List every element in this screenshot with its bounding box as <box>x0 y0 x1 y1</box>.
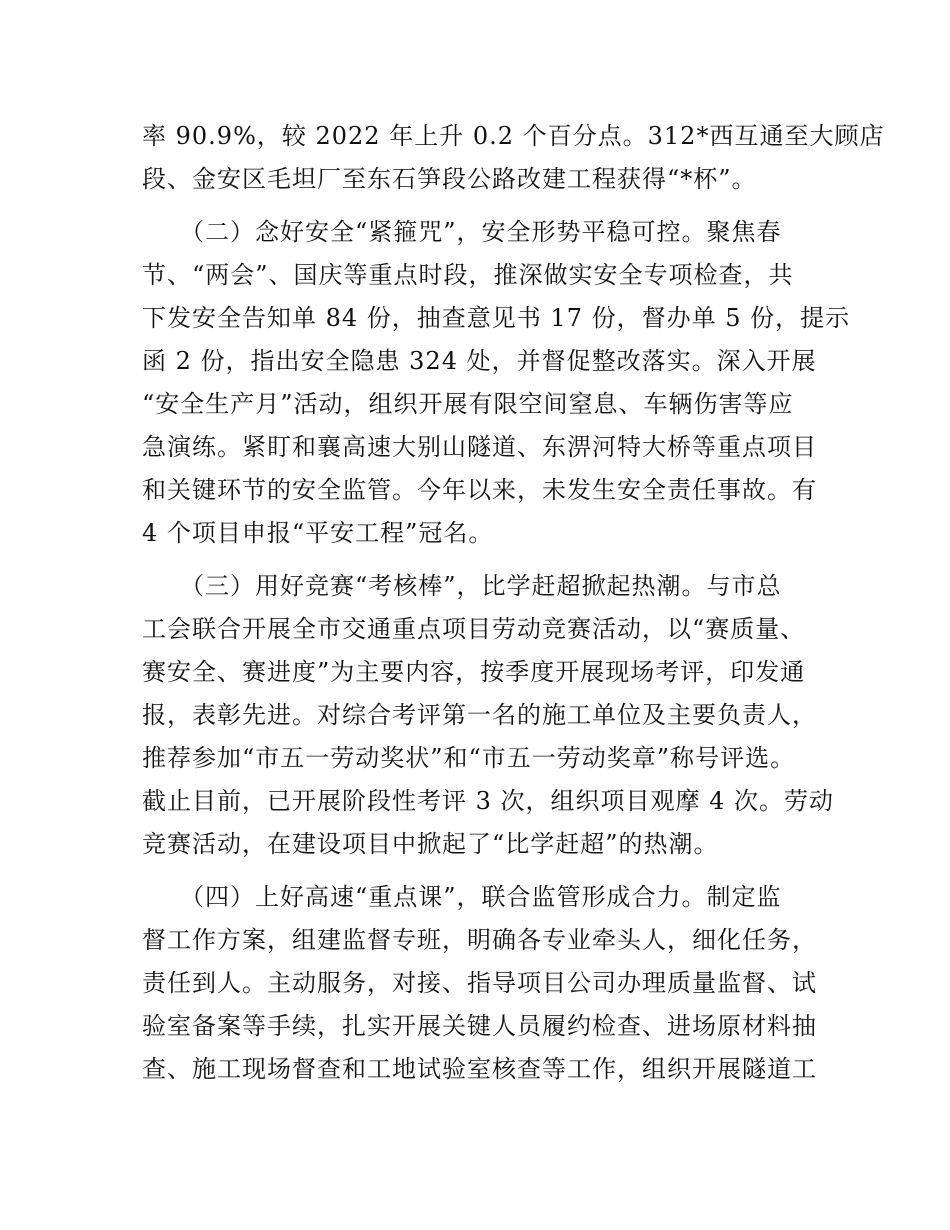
text-line: 节、“两会”、国庆等重点时段，推深做实安全专项检查，共 <box>142 261 794 289</box>
text-line: 竞赛活动，在建设项目中掀起了“比学赶超”的热潮。 <box>142 830 719 858</box>
text-line: 工会联合开展全市交通重点项目劳动竞赛活动，以“赛质量、 <box>142 615 806 643</box>
text-line: 和关键环节的安全监管。今年以来，未发生安全责任事故。有 <box>142 476 817 504</box>
text-line: （四）上好高速“重点课”，联合监管形成合力。制定监 <box>142 883 782 911</box>
text-line: 查、施工现场督查和工地试验室核查等工作，组织开展隧道工 <box>142 1055 817 1083</box>
text-line: 报，表彰先进。对综合考评第一名的施工单位及主要负责人， <box>142 701 817 729</box>
text-line: 4 个项目申报“平安工程”冠名。 <box>142 519 494 547</box>
text-line: 急演练。紧盯和襄高速大别山隧道、东淠河特大桥等重点项目 <box>142 433 817 461</box>
text-line: 函 2 份，指出安全隐患 324 处，并督促整改落实。深入开展 <box>142 347 817 375</box>
text-line: 赛安全、赛进度”为主要内容，按季度开展现场考评，印发通 <box>142 658 806 686</box>
paragraph-competition <box>142 570 835 860</box>
text-line: 责任到人。主动服务，对接、指导项目公司办理质量监督、试 <box>142 969 817 997</box>
text-line: 率 90.9%，较 2022 年上升 0.2 个百分点。312*西互通至大顾店 <box>142 122 885 150</box>
paragraph-quality-continued <box>142 120 885 195</box>
text-line: 段、金安区毛坦厂至东石笋段公路改建工程获得“*杯”。 <box>142 165 757 193</box>
text-line: 下发安全告知单 84 份，抽查意见书 17 份，督办单 5 份，提示 <box>142 304 851 332</box>
text-line: 截止目前，已开展阶段性考评 3 次，组织项目观摩 4 次。劳动 <box>142 787 835 815</box>
text-line: （二）念好安全“紧箍咒”，安全形势平稳可控。聚焦春 <box>142 218 782 246</box>
text-line: （三）用好竞赛“考核棒”，比学赶超掀起热潮。与市总 <box>142 572 782 600</box>
paragraph-highway-supervision <box>142 881 817 1085</box>
text-line: 验室备案等手续，扎实开展关键人员履约检查、进场原材料抽 <box>142 1012 817 1040</box>
document-page <box>142 120 885 1096</box>
text-line: 督工作方案，组建监督专班，明确各专业牵头人，细化任务， <box>142 926 817 954</box>
text-line: “安全生产月”活动，组织开展有限空间窒息、车辆伤害等应 <box>142 390 794 418</box>
paragraph-safety <box>142 216 851 549</box>
text-line: 推荐参加“市五一劳动奖状”和“市五一劳动奖章”称号评选。 <box>142 744 796 772</box>
